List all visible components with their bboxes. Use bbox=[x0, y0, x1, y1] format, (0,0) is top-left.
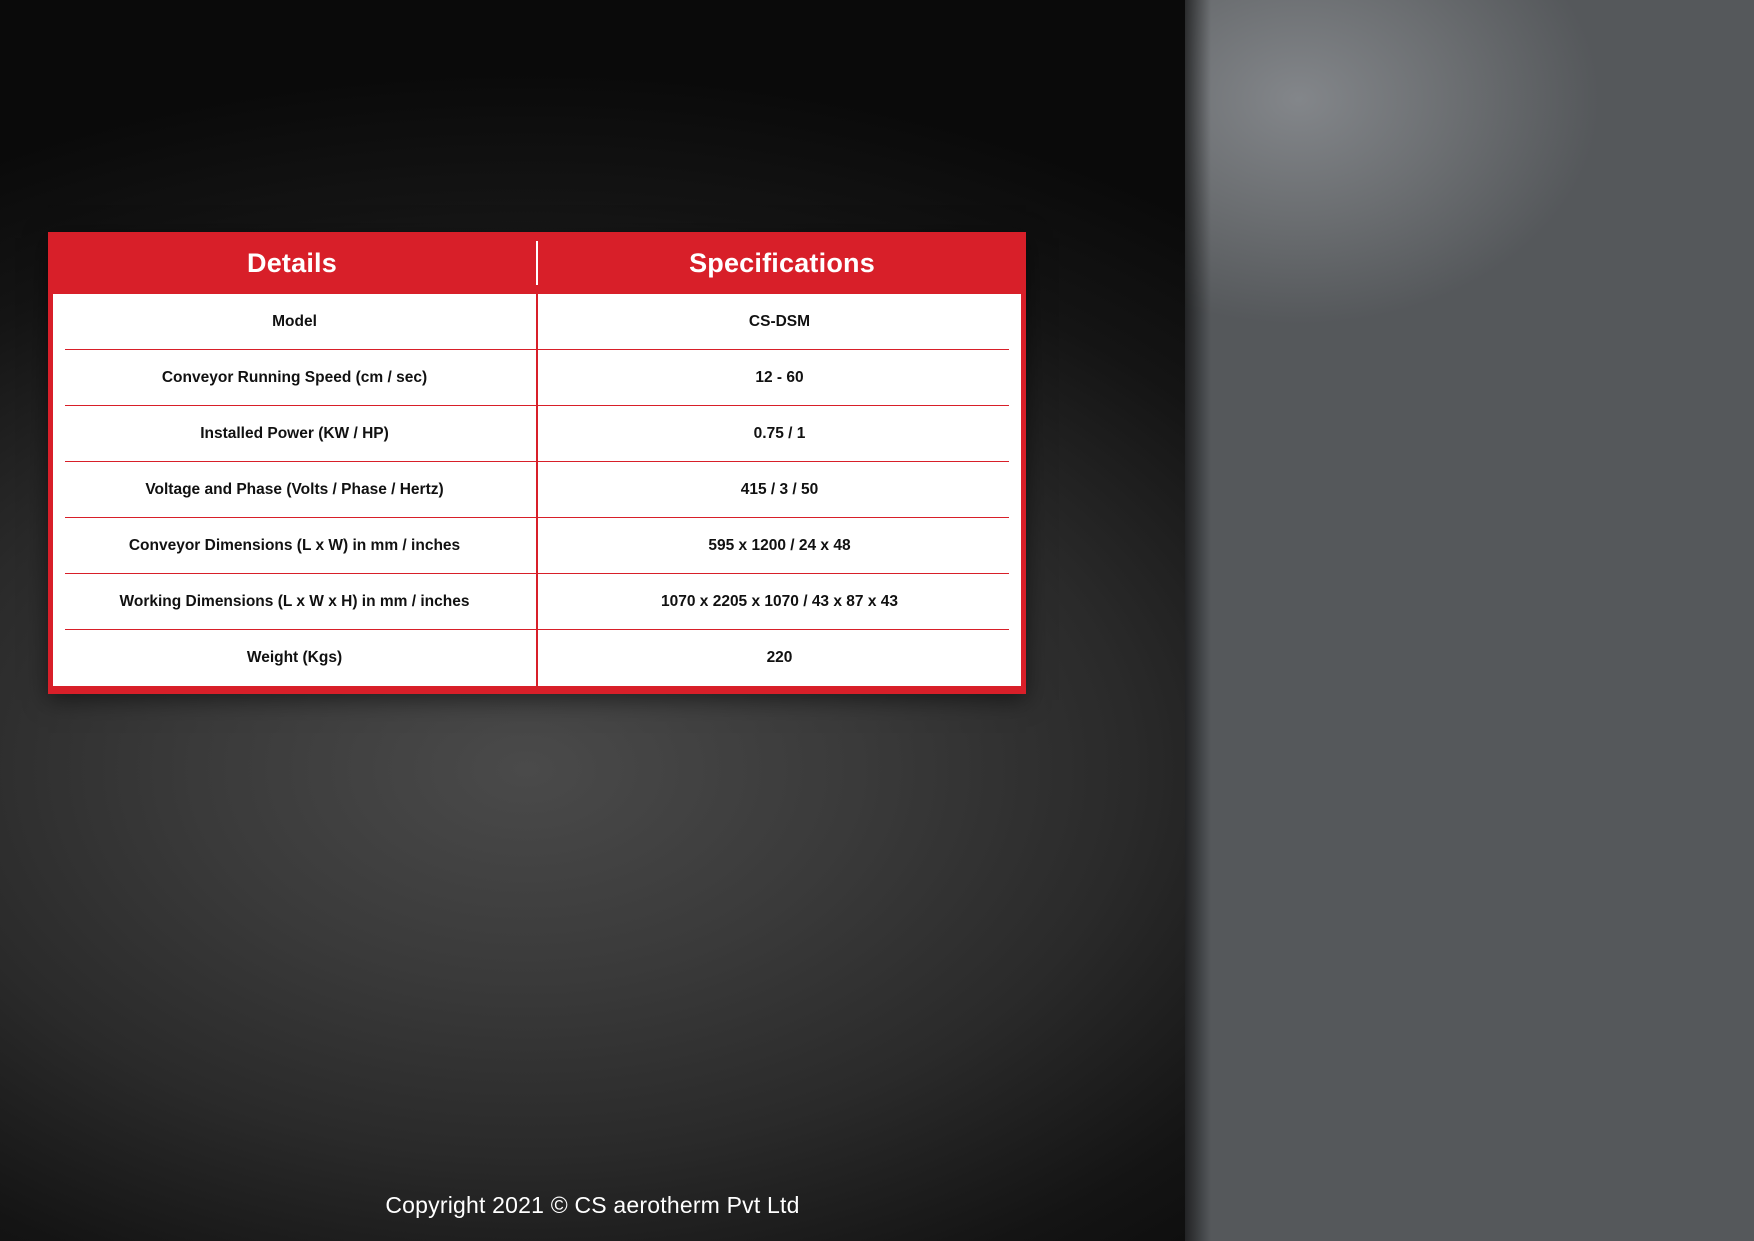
cell-detail: Conveyor Running Speed (cm / sec) bbox=[161, 369, 428, 386]
table-header-row bbox=[48, 232, 1026, 294]
product-photo bbox=[1185, 0, 1754, 1241]
cell-spec: 415 / 3 / 50 bbox=[740, 481, 819, 498]
cell-spec: CS-DSM bbox=[748, 313, 811, 330]
specification-table bbox=[48, 232, 1026, 694]
cell-spec: 220 bbox=[766, 649, 793, 666]
cell-detail: Voltage and Phase (Volts / Phase / Hertz) bbox=[145, 481, 444, 498]
cell-detail: Model bbox=[272, 313, 317, 330]
column-header-details: Details bbox=[247, 247, 337, 278]
cell-detail: Weight (Kgs) bbox=[246, 649, 343, 666]
cell-spec: 1070 x 2205 x 1070 / 43 x 87 x 43 bbox=[660, 593, 899, 610]
photo-background bbox=[1185, 0, 1754, 1241]
cell-spec: 12 - 60 bbox=[755, 369, 804, 386]
table-row bbox=[53, 294, 1021, 350]
cell-spec: 0.75 / 1 bbox=[753, 425, 806, 442]
table-row bbox=[53, 574, 1021, 630]
footer-copyright: Copyright 2021 © CS aerotherm Pvt Ltd bbox=[385, 1192, 800, 1218]
cell-spec: 595 x 1200 / 24 x 48 bbox=[708, 537, 851, 554]
column-header-specifications: Specifications bbox=[689, 247, 875, 278]
table-row bbox=[53, 518, 1021, 574]
cell-detail: Installed Power (KW / HP) bbox=[200, 425, 389, 442]
table-body bbox=[53, 294, 1021, 686]
cell-detail: Conveyor Dimensions (L x W) in mm / inches bbox=[128, 537, 461, 554]
table-row bbox=[53, 406, 1021, 462]
cell-detail: Working Dimensions (L x W x H) in mm / inches bbox=[119, 593, 470, 610]
table-row bbox=[53, 630, 1021, 686]
photo-edge-shadow bbox=[1185, 0, 1211, 1241]
table-row bbox=[53, 462, 1021, 518]
table-row bbox=[53, 350, 1021, 406]
